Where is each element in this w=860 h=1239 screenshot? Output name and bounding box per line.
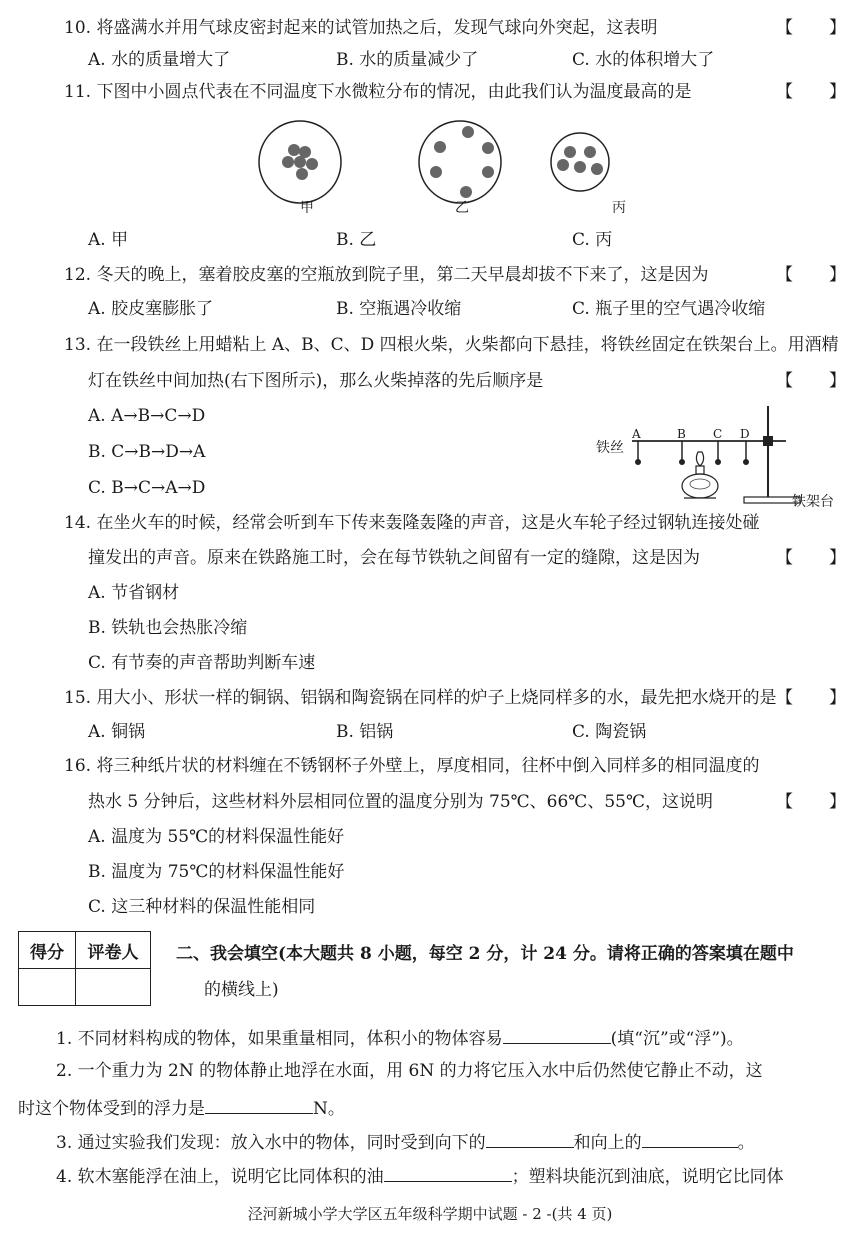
q10-option-c: C. 水的体积增大了 (572, 50, 715, 70)
score-cell[interactable] (19, 969, 76, 1006)
grader-cell[interactable] (76, 969, 151, 1006)
q13-option-b: B. C→B→D→A (88, 442, 206, 462)
section2-title-line1: 二、我会填空(本大题共 8 小题，每空 2 分，计 24 分。请将正确的答案填在题中 (176, 944, 794, 964)
q16-stem-line1: 16. 将三种纸片状的材料缠在不锈钢杯子外壁上，厚度相同，往杯中倒入同样多的相同温度的 (64, 756, 760, 776)
q12-option-b: B. 空瓶遇冷收缩 (336, 299, 462, 319)
fill4-blank[interactable] (384, 1163, 512, 1182)
q13-answer-bracket[interactable]: 【 】 (776, 371, 846, 391)
q13-stem-line2: 灯在铁丝中间加热(右下图所示)，那么火柴掉落的先后顺序是 (88, 371, 544, 391)
fill2-line2: 时这个物体受到的浮力是 N。 (18, 1095, 345, 1121)
section2-title-line2: 的横线上) (204, 980, 279, 1000)
q14-option-a: A. 节省钢材 (88, 583, 180, 603)
q12-stem: 12. 冬天的晚上，塞着胶皮塞的空瓶放到院子里，第二天早晨却拔不下来了，这是因为 (64, 265, 709, 285)
q13-point-d: D (740, 427, 750, 441)
fill3-blank-up[interactable] (642, 1129, 738, 1148)
q10-option-b: B. 水的质量减少了 (336, 50, 479, 70)
q10-option-a: A. 水的质量增大了 (88, 50, 231, 70)
q13-point-b: B (677, 427, 686, 441)
particle-circle-yi (419, 121, 501, 203)
q16-answer-bracket[interactable]: 【 】 (776, 792, 846, 812)
q11-stem: 11. 下图中小圆点代表在不同温度下水微粒分布的情况，由此我们认为温度最高的是 (64, 82, 692, 102)
q15-option-a: A. 铜锅 (88, 722, 146, 742)
q15-stem: 15. 用大小、形状一样的铜锅、铝锅和陶瓷锅在同样的炉子上烧同样多的水，最先把水烧开的是 (64, 688, 777, 708)
q11-answer-bracket[interactable]: 【 】 (776, 82, 846, 102)
q10-answer-bracket[interactable]: 【 】 (776, 18, 846, 38)
q14-stem-line2: 撞发出的声音。原来在铁路施工时，会在每节铁轨之间留有一定的缝隙，这是因为 (88, 548, 700, 568)
fill2-line1: 2. 一个重力为 2N 的物体静止地浮在水面，用 6N 的力将它压入水中后仍然使它静止不动，这 (56, 1061, 763, 1081)
q15-answer-bracket[interactable]: 【 】 (776, 688, 846, 708)
q11-option-a: A. 甲 (88, 230, 129, 250)
q12-option-c: C. 瓶子里的空气遇冷收缩 (572, 299, 766, 319)
q16-option-c: C. 这三种材料的保温性能相同 (88, 897, 316, 917)
q13-stem-line1: 13. 在一段铁丝上用蜡粘上 A、B、C、D 四根火柴，火柴都向下悬挂，将铁丝固定在铁架台上。用酒精 (64, 335, 839, 355)
q11-option-c: C. 丙 (572, 230, 613, 250)
q13-option-c: C. B→C→A→D (88, 478, 206, 498)
fill1-blank[interactable] (503, 1025, 611, 1044)
q11-label-yi: 乙 (455, 200, 469, 216)
q13-stand-label: 铁架台 (792, 494, 834, 510)
q16-option-a: A. 温度为 55℃的材料保温性能好 (88, 827, 345, 847)
q11-option-b: B. 乙 (336, 230, 377, 250)
particle-circle-bing (551, 133, 609, 191)
q16-option-b: B. 温度为 75℃的材料保温性能好 (88, 862, 345, 882)
score-table (18, 931, 151, 1006)
page-footer: 泾河新城小学大学区五年级科学期中试题 - 2 -(共 4 页) (247, 1205, 613, 1223)
q12-option-a: A. 胶皮塞膨胀了 (88, 299, 214, 319)
particle-circle-jia (259, 121, 341, 203)
fill4: 4. 软木塞能浮在油上，说明它比同体积的油 ；塑料块能沉到油底，说明它比同体 (56, 1163, 784, 1189)
q11-label-jia: 甲 (300, 200, 314, 216)
fill2-blank[interactable] (205, 1095, 313, 1114)
q13-point-c: C (713, 427, 723, 441)
grader-header: 评卷人 (76, 932, 151, 969)
q13-point-a: A (632, 427, 641, 441)
q10-stem: 10. 将盛满水并用气球皮密封起来的试管加热之后，发现气球向外突起，这表明 (64, 18, 658, 38)
q11-label-bing: 丙 (612, 200, 626, 216)
fill3: 3. 通过实验我们发现：放入水中的物体，同时受到向下的 和向上的 。 (56, 1129, 755, 1155)
fill1: 1. 不同材料构成的物体，如果重量相同，体积小的物体容易 (填“沉”或“浮”)。 (56, 1025, 744, 1051)
q14-option-c: C. 有节奏的声音帮助判断车速 (88, 653, 316, 673)
q16-stem-line2: 热水 5 分钟后，这些材料外层相同位置的温度分别为 75℃、66℃、55℃，这说明 (88, 792, 713, 812)
q14-answer-bracket[interactable]: 【 】 (776, 548, 846, 568)
q15-option-c: C. 陶瓷锅 (572, 722, 647, 742)
q15-option-b: B. 铝锅 (336, 722, 394, 742)
q14-option-b: B. 铁轨也会热胀冷缩 (88, 618, 248, 638)
q12-answer-bracket[interactable]: 【 】 (776, 265, 846, 285)
score-header: 得分 (19, 932, 76, 969)
q13-option-a: A. A→B→C→D (88, 406, 206, 426)
fill3-blank-down[interactable] (486, 1129, 574, 1148)
q14-stem-line1: 14. 在坐火车的时候，经常会听到车下传来轰隆轰隆的声音，这是火车轮子经过钢轨连接处碰 (64, 513, 760, 533)
q13-wire-label: 铁丝 (596, 440, 624, 456)
